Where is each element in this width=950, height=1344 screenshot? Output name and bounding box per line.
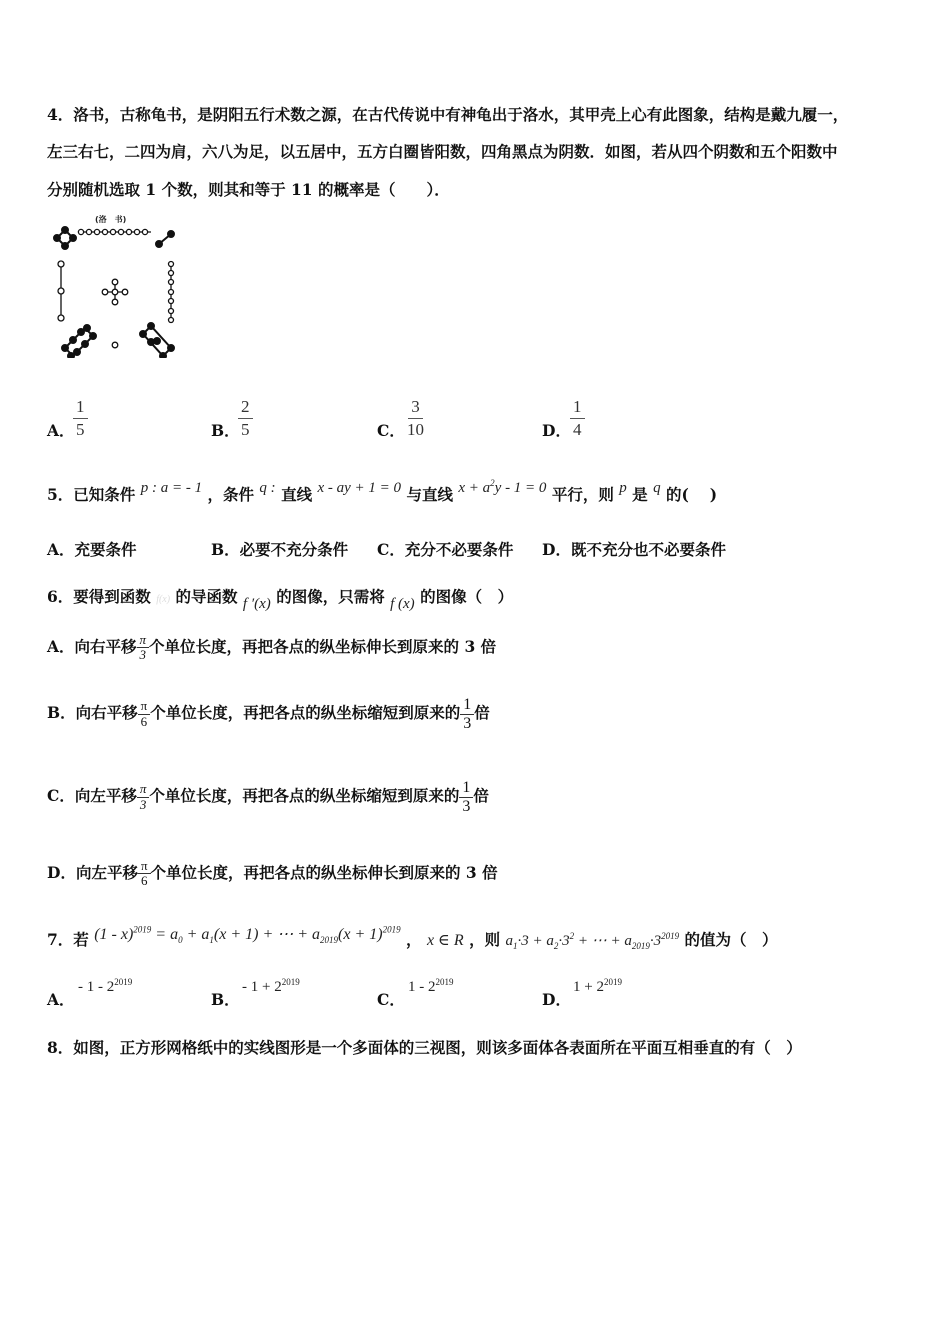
q4-option-c-den: 10: [407, 420, 424, 439]
q7-option-a-value: [78, 977, 132, 996]
q6-option-a-shift-num: π: [137, 633, 150, 648]
q7-option-c-exp: 2019: [435, 977, 454, 987]
q5-line1: x - ay + 1 = 0: [317, 480, 402, 496]
q5-q: q: [653, 480, 661, 496]
q7-sum: [505, 933, 679, 949]
q7-option-c-base: 1 - 2: [408, 979, 436, 995]
q7-option-d-exp: 2019: [603, 977, 622, 987]
q4-option-c-num: 3: [408, 396, 423, 419]
q6-option-b-factor: [460, 696, 474, 732]
q6-option-a-rest: 个单位长度，再把各点的纵坐标伸长到原来的 3 倍: [149, 636, 497, 656]
q7-lhs-exp: 2019: [133, 924, 152, 935]
q5-option-d: D．既不充分也不必要条件: [542, 540, 726, 559]
luoshu-2: [156, 231, 174, 247]
q7-sum-sq: 2: [569, 931, 575, 941]
q5-p: p: [619, 480, 627, 496]
q4-option-c-label: C．: [377, 421, 405, 440]
q5-stem: [47, 478, 718, 505]
q5-q-condition: q :: [259, 480, 276, 496]
q4-option-c-fraction: [404, 396, 427, 441]
q4-option-d-num: 1: [570, 396, 585, 419]
q5-option-c: C．充分不必要条件: [377, 540, 514, 559]
q5-mid3: 与直线: [406, 485, 453, 504]
q6-option-a-shift: [137, 633, 150, 663]
q5-mid2: 直线: [281, 485, 313, 504]
q6-option-c-shift-num: π: [137, 782, 150, 797]
q4-line2: 左三右七，二四为肩，六八为足，以五居中，五方白圈皆阳数，四角黑点为阴数．如图，若从四个阴数和五个阳数中: [47, 142, 838, 161]
q4-option-a-fraction: [73, 396, 88, 441]
q5-prefix: 5．已知条件: [47, 485, 136, 504]
q6-option-c-tail: 倍: [473, 786, 489, 806]
q7-sum-a2019-sub: 2019: [631, 941, 650, 951]
q6-option-c-shift-den: 3: [139, 796, 147, 812]
q7-option-b-exp: 2019: [281, 977, 300, 987]
q6-option-d-shift-num: π: [138, 859, 151, 874]
q4-option-a-label: A．: [47, 421, 75, 440]
q6-option-d: [47, 859, 498, 889]
q4-option-b-num: 2: [238, 396, 253, 419]
q6-option-d-shift: [138, 859, 151, 889]
q6-option-b: [47, 696, 490, 732]
q5-mid4: 平行，则: [551, 485, 614, 504]
luoshu-9: [78, 229, 151, 234]
q6-suffix: 的图像（ ）: [420, 587, 514, 606]
luoshu-title: (洛 书): [95, 215, 127, 224]
q7-option-a-base: - 1 - 2: [78, 979, 115, 995]
q7-option-b-value: [242, 977, 300, 996]
q7-term2-exp: 2019: [382, 924, 401, 935]
q5-line2-b: y - 1 = 0: [494, 480, 547, 496]
q6-option-b-factor-num: 1: [460, 696, 474, 715]
luoshu-figure: [45, 208, 185, 358]
q7-term2: (x + 1): [338, 926, 383, 943]
q6-option-c-factor-num: 1: [459, 779, 473, 798]
q7-sum-b: ·3 + a: [517, 933, 554, 949]
q7-a1-sub: 1: [209, 935, 214, 946]
luoshu-5: [102, 279, 128, 305]
q7-option-d-label: D．: [542, 990, 571, 1009]
q7-sum-a: a: [505, 933, 513, 949]
q6-fprime: f ′(x): [242, 596, 271, 612]
q7-option-b-base: - 1 + 2: [242, 979, 282, 995]
q6-option-a-lead: A．向右平移: [47, 636, 137, 656]
q4-option-b-den: 5: [241, 420, 250, 439]
luoshu-8: [62, 325, 96, 358]
q4-option-d-den: 4: [573, 420, 582, 439]
q6-option-c-lead: C．向左平移: [47, 786, 137, 806]
q7-term1: (x + 1) + ⋯ + a: [213, 926, 321, 943]
q8-stem: 8．如图，正方形网格纸中的实线图形是一个多面体的三视图，则该多面体各表面所在平面互相垂直的有（ ）: [47, 1038, 802, 1057]
q6-stem: [47, 585, 514, 612]
q6-option-a-shift-den: 3: [139, 647, 147, 663]
q7-plus1: + a: [182, 926, 210, 943]
q4-option-a-num: 1: [73, 396, 88, 419]
q7-then: ，则: [469, 930, 501, 949]
q5-suffix: 的( ): [666, 485, 718, 504]
q6-option-b-shift-den: 6: [140, 713, 148, 729]
q7-stem: [47, 924, 778, 951]
q6-option-b-rest: 个单位长度，再把各点的纵坐标缩短到原来的: [150, 703, 461, 723]
q4-option-a-den: 5: [76, 420, 85, 439]
q6-option-d-shift-den: 6: [140, 873, 148, 889]
q7-a0-sub: 0: [178, 935, 183, 946]
luoshu-6: [140, 323, 174, 358]
q7-a2019-sub: 2019: [320, 935, 339, 946]
q7-option-c-value: [408, 977, 454, 996]
q6-mid1: 的导函数: [175, 587, 238, 606]
q7-sum-a1-sub: 1: [512, 941, 518, 951]
q5-line2-a: x + a: [458, 480, 491, 496]
q4-line1: 4．洛书，古称龟书，是阴阳五行术数之源，在古代传说中有神龟出于洛水，其甲壳上心有此图象，结构是戴九履一，: [47, 105, 849, 124]
q7-eq: = a: [155, 926, 179, 943]
q7-option-a-exp: 2019: [114, 977, 133, 987]
q5-option-a: A．充要条件: [47, 540, 137, 559]
q6-option-d-rest: 个单位长度，再把各点的纵坐标伸长到原来的 3 倍: [150, 862, 498, 882]
q7-domain: x ∈ R: [426, 932, 464, 949]
q7-prefix: 7．若: [47, 930, 89, 949]
luoshu-1: [112, 342, 118, 348]
q7-suffix: 的值为（ ）: [684, 930, 778, 949]
q6-option-a: [47, 633, 496, 663]
q7-option-d-base: 1 + 2: [573, 979, 604, 995]
q5-mid1: ，条件: [207, 485, 254, 504]
q6-option-b-tail: 倍: [474, 703, 490, 723]
luoshu-3: [58, 261, 64, 321]
q6-prefix: 6．要得到函数: [47, 587, 151, 606]
q6-option-c-shift: [137, 782, 150, 812]
q7-lhs: (1 - x): [94, 926, 134, 943]
q4-option-d-fraction: [570, 396, 585, 441]
q6-option-c: [47, 779, 489, 815]
q7-sum-d: + ⋯ + a: [574, 933, 632, 949]
q5-line2: [458, 480, 546, 496]
q7-option-d-value: [573, 977, 622, 996]
q6-mid2: 的图像，只需将: [276, 587, 385, 606]
q7-option-c-label: C．: [377, 990, 405, 1009]
q6-faint-function: f(x): [156, 594, 171, 605]
q7-comma: ，: [406, 930, 422, 949]
q6-f: f (x): [390, 596, 415, 612]
q6-option-c-factor: [459, 779, 473, 815]
q4-option-b-label: B．: [211, 421, 240, 440]
q6-option-d-lead: D．向左平移: [47, 862, 138, 882]
q7-sum-c: ·3: [558, 933, 570, 949]
q7-sum-a2-sub: 2: [553, 941, 559, 951]
q4-option-b-fraction: [238, 396, 253, 441]
q6-option-c-rest: 个单位长度，再把各点的纵坐标缩短到原来的: [149, 786, 460, 806]
q6-option-c-factor-den: 3: [462, 797, 471, 815]
q4-line3: 分别随机选取 1 个数，则其和等于 11 的概率是（ ）．: [47, 180, 450, 199]
luoshu-7: [169, 262, 174, 323]
q6-option-b-shift: [138, 699, 151, 729]
q6-option-b-factor-den: 3: [463, 714, 472, 732]
q5-option-b: B．必要不充分条件: [211, 540, 349, 559]
q6-option-b-lead: B．向右平移: [47, 703, 138, 723]
q5-line2-sup: 2: [490, 478, 495, 488]
q7-expansion: [94, 924, 401, 946]
q5-mid5: 是: [632, 485, 648, 504]
luoshu-4: [54, 227, 76, 249]
q4-option-d-label: D．: [542, 421, 571, 440]
q7-sum-exp: 2019: [661, 931, 680, 941]
q6-option-b-shift-num: π: [138, 699, 151, 714]
q7-option-a-label: A．: [47, 990, 75, 1009]
q5-p-condition: p : a = - 1: [140, 480, 203, 496]
q7-option-b-label: B．: [211, 990, 240, 1009]
q7-sum-e: ·3: [649, 933, 662, 949]
